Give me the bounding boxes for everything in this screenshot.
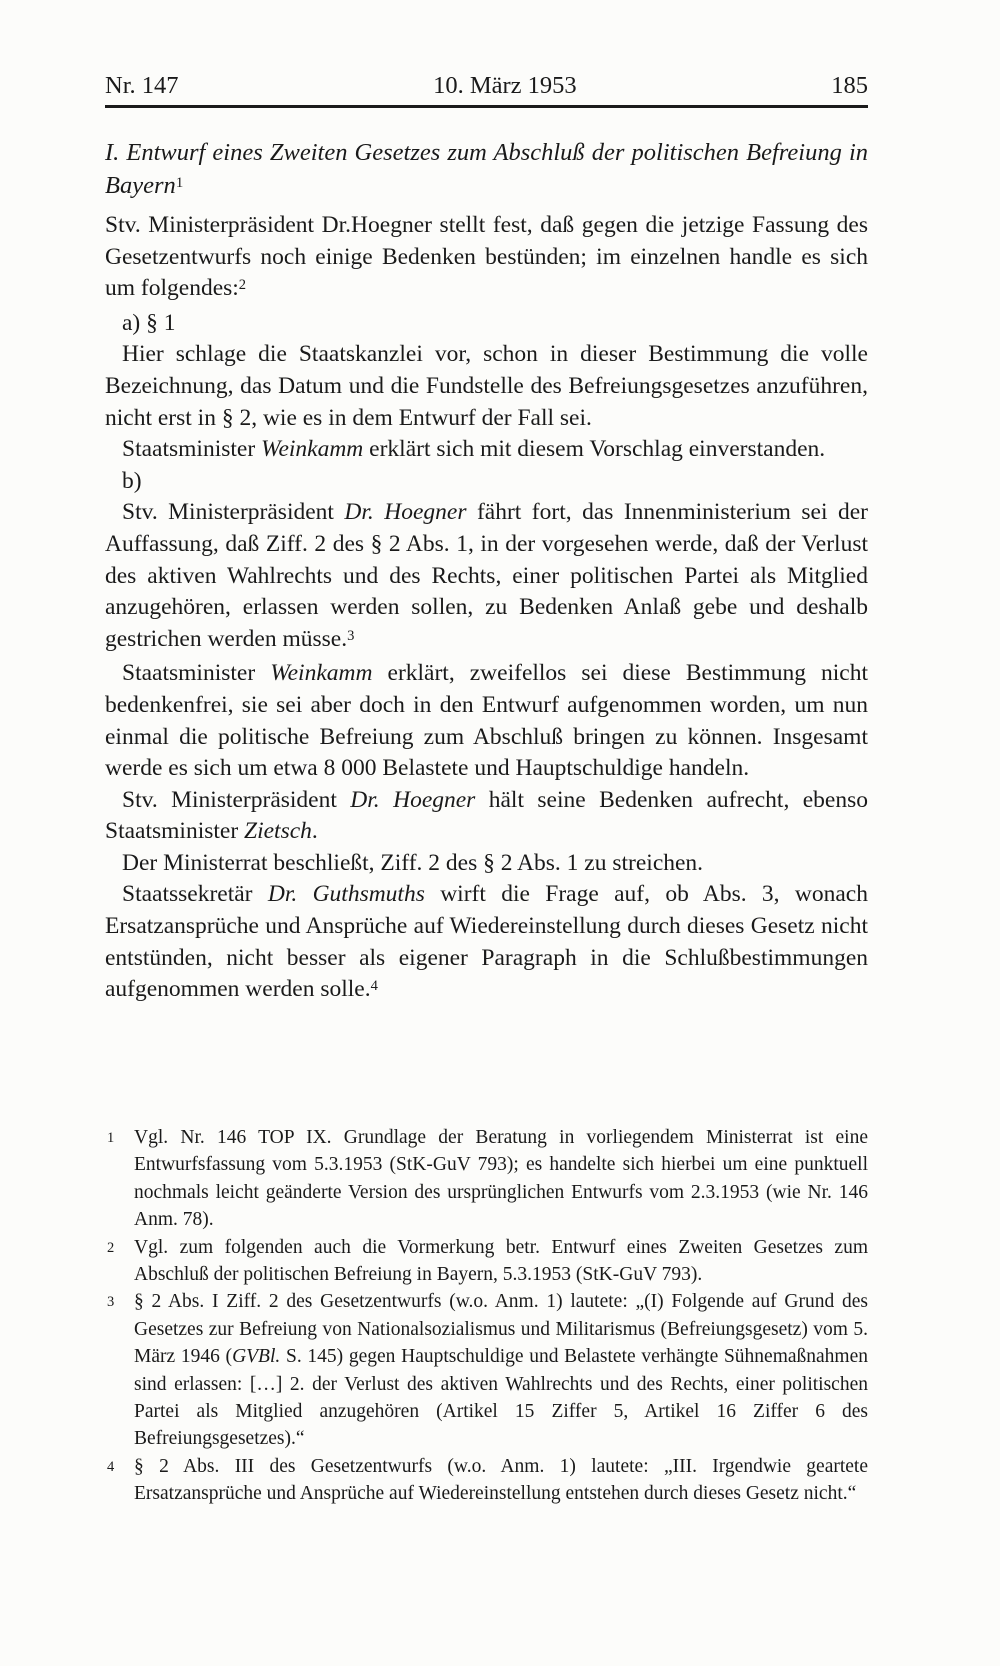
- paragraph: [105, 848, 868, 880]
- text-run: b): [122, 467, 142, 494]
- body-text: [105, 210, 868, 1009]
- text-run: Hier schlage die Staatskanzlei vor, schon in dieser Bestimmung die volle Bezeichnung, das Datum und die Fundstelle des Befreiungsgesetzes anzuführen, nicht erst in § 2, wie es in dem Entwurf der Fall sei.: [105, 341, 868, 431]
- header-issue-number: Nr. 147: [105, 72, 179, 99]
- text-run: erklärt, zweifellos sei diese Bestimmung nicht bedenkenfrei, sie sei aber doch in den Entwurf aufgenommen worden, um nun einmal die politische Befreiung zum Abschluß bringen zu können. Insgesamt werde es sich um etwa 8 000 Belastete und Hauptschuldige handeln.: [105, 660, 868, 782]
- header-page-number: 185: [831, 72, 868, 99]
- text-run: erklärt sich mit diesem Vorschlag einverstanden.: [363, 436, 826, 463]
- footnote-number: 2: [107, 1239, 115, 1256]
- page-header: [105, 72, 868, 100]
- superscript-ref: 3: [347, 627, 355, 644]
- footnote-number: 1: [107, 1130, 115, 1146]
- text-run: .: [311, 818, 318, 845]
- text-run: Stv. Ministerpräsident: [122, 786, 351, 813]
- footnote-item: [105, 1234, 868, 1289]
- text-run: hält seine Bedenken aufrecht, ebenso Staatsminister: [105, 786, 868, 845]
- section-heading: [105, 136, 868, 205]
- superscript-ref: 1: [175, 173, 184, 191]
- footnote-text: [134, 1456, 868, 1504]
- paragraph: [105, 339, 868, 434]
- footnote-item: [105, 1124, 868, 1234]
- text-run: S. 145) gegen Hauptschuldige und Belastete verhängte Sühnemaßnahmen sind erlassen: […] 2. der Verlust des aktiven Wahlrechts und des Rechts, einer politischen Partei als Mitglied anzugehören (Artikel 15 Ziffer 5, Artikel 16 Ziffer 6 des Befreiungsgesetzes).“: [134, 1346, 868, 1450]
- text-run: a) § 1: [122, 309, 176, 336]
- text-run: Stv. Ministerpräsident: [122, 499, 345, 526]
- text-run: Stv. Ministerpräsident Dr.Hoegner stellt fest, daß gegen die jetzige Fassung des Gesetzentwurfs noch einige Bedenken bestünden; im einzelnen handle es sich um folgendes:: [105, 212, 868, 302]
- paragraph: [105, 210, 868, 308]
- text-run: Vgl. Nr. 146 TOP IX. Grundlage der Beratung in vorliegendem Ministerrat ist eine Entwurfsfassung vom 5.3.1953 (StK-GuV 793); es handelte sich hierbei um eine punktuell nochmals leicht geänderte Version des ursprünglichen Entwurfs vom 2.3.1953 (wie Nr. 146 Anm. 78).: [134, 1127, 868, 1231]
- text-run: fährt fort, das Innenministerium sei der Auffassung, daß Ziff. 2 des § 2 Abs. 1, in der vorgesehen werde, daß der Verlust des aktiven Wahlrechts und des Rechts, einer politischen Partei als Mitglied anzugehören, erlassen werden sollen, zu Bedenken Anlaß gebe und deshalb gestrichen werden müsse.: [105, 499, 868, 652]
- italic-text: Dr. Hoegner: [350, 786, 476, 813]
- text-run: Vgl. zum folgenden auch die Vormerkung betr. Entwurf eines Zweiten Gesetzes zum Abschluß der politischen Befreiung in Bayern, 5.3.1953 (StK-GuV 793).: [134, 1236, 868, 1286]
- superscript-ref: 4: [370, 978, 378, 995]
- text-run: Staatssekretär: [122, 881, 268, 908]
- italic-text: Dr. Hoegner: [344, 499, 467, 526]
- footnote-text: [134, 1291, 868, 1449]
- text-run: Staatsminister: [122, 436, 262, 463]
- paragraph: [105, 879, 868, 1008]
- footnote-item: [105, 1288, 868, 1452]
- italic-text: Dr. Guthsmuths: [267, 881, 425, 908]
- italic-text: Zietsch: [244, 818, 312, 845]
- text-run: § 2 Abs. I Ziff. 2 des Gesetzentwurfs (w.o. Anm. 1) lautete: „(I) Folgende auf Grund des Gesetzes zur Befreiung von Nationalsozialismus und Militarismus (Befreiungsgesetz) vom 5. März 1946 (: [134, 1291, 868, 1368]
- paragraph: [105, 497, 868, 658]
- header-date: 10. März 1953: [433, 72, 577, 99]
- italic-text: Weinkamm: [270, 660, 373, 687]
- paragraph: [105, 466, 868, 498]
- header-rule: [105, 105, 868, 108]
- paragraph: [105, 658, 868, 784]
- superscript-ref: 2: [238, 277, 247, 294]
- paragraph: [105, 785, 868, 848]
- italic-text: I. Entwurf eines Zweiten Gesetzes zum Abschluß der politischen Befreiung in Bayern: [105, 139, 868, 199]
- footnote-item: [105, 1453, 868, 1508]
- text-run: § 2 Abs. III des Gesetzentwurfs (w.o. Anm. 1) lautete: „III. Irgendwie geartete Ersatzansprüche und Ansprüche auf Wiedereinstellung entstehen durch dieses Gesetz nicht.“: [134, 1455, 868, 1505]
- italic-text: GVBl.: [232, 1346, 281, 1368]
- text-run: Staatsminister: [122, 660, 271, 687]
- footnote-number: 4: [107, 1458, 115, 1475]
- footnote-number: 3: [107, 1294, 115, 1311]
- italic-text: Weinkamm: [261, 436, 364, 463]
- footnotes-list: [105, 1124, 868, 1508]
- text-run: Der Ministerrat beschließt, Ziff. 2 des § 2 Abs. 1 zu streichen.: [122, 849, 704, 876]
- footnote-text: [134, 1127, 868, 1230]
- paragraph: [105, 434, 868, 466]
- footnotes: [105, 1124, 868, 1508]
- text-run: wirft die Frage auf, ob Abs. 3, wonach Ersatzansprüche und Ansprüche auf Wiedereinstellung durch dieses Gesetz nicht entstünden, nicht besser als eigener Paragraph in die Schlußbestimmungen aufgenommen werden solle.: [105, 881, 868, 1003]
- paragraph: [105, 308, 868, 340]
- footnote-text: [134, 1237, 868, 1285]
